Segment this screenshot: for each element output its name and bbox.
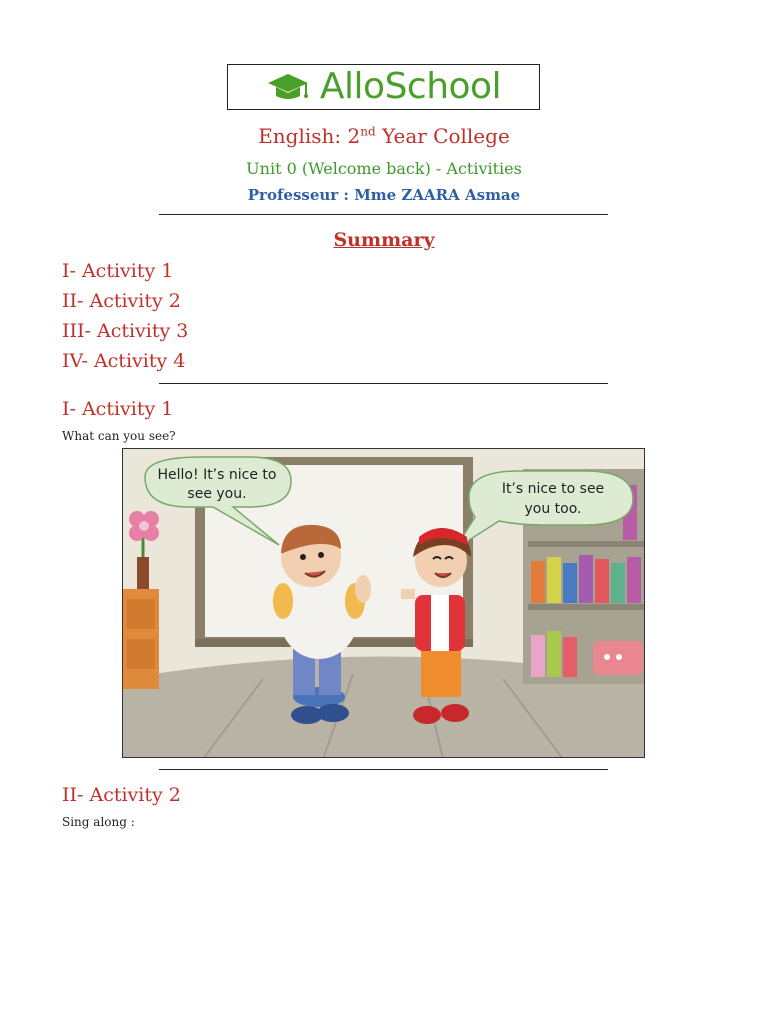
logo-part1: Allo <box>319 66 385 107</box>
speech-bubble-left-line1: Hello! It’s nice to <box>157 467 277 483</box>
speech-bubble-right-line2: you too. <box>524 501 582 517</box>
divider <box>159 214 608 215</box>
activity2-prompt: Sing along : <box>62 815 135 829</box>
speech-bubble-left-line2: see you. <box>187 486 247 502</box>
title-sup: nd <box>360 124 376 139</box>
summary-item: I- Activity 1 <box>62 260 174 282</box>
title-main: English: 2 <box>258 124 361 148</box>
activity1-prompt: What can you see? <box>62 429 176 443</box>
summary-item: II- Activity 2 <box>62 290 181 312</box>
logo-wordmark <box>319 66 502 107</box>
divider <box>159 383 608 384</box>
classroom-illustration <box>122 448 645 758</box>
classroom-scene <box>123 449 645 758</box>
activity2-heading: II- Activity 2 <box>62 784 181 806</box>
summary-list <box>62 257 188 377</box>
summary-item: III- Activity 3 <box>62 320 189 342</box>
summary-heading: Summary <box>333 229 435 251</box>
unit-subtitle: Unit 0 (Welcome back) - Activities <box>246 159 522 178</box>
professor-name: Professeur : Mme ZAARA Asmae <box>247 186 521 204</box>
graduation-cap-icon <box>266 71 310 103</box>
speech-bubble-right-line1: It’s nice to see <box>501 481 605 497</box>
alloschool-logo <box>227 64 540 110</box>
summary-item: IV- Activity 4 <box>62 350 186 372</box>
document-title <box>0 124 768 148</box>
activity1-heading: I- Activity 1 <box>62 398 174 420</box>
divider <box>159 769 608 770</box>
title-rest: Year College <box>375 124 510 148</box>
logo-part2: School <box>384 66 502 107</box>
